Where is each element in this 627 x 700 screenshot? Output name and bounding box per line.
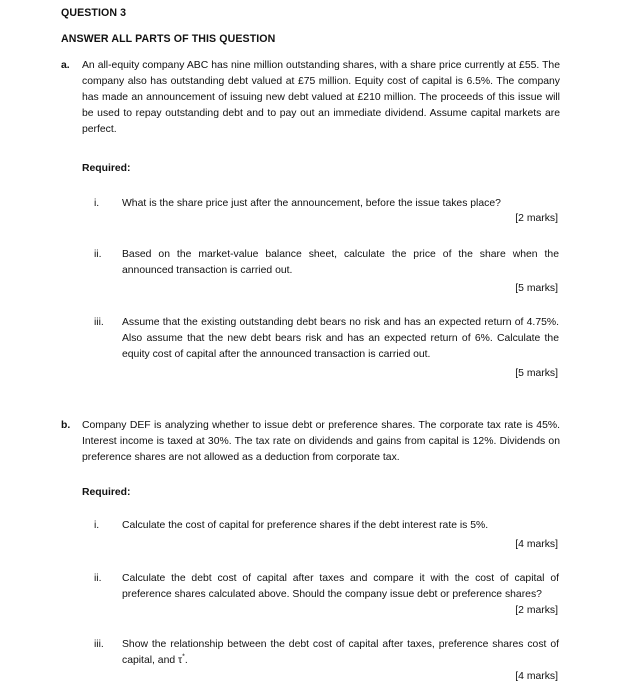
part-a-item-3-marks: [5 marks] xyxy=(515,368,558,379)
part-b-item-3-number: iii. xyxy=(94,639,104,650)
question-title: QUESTION 3 xyxy=(61,7,127,19)
part-b-label: b. xyxy=(61,420,71,431)
part-a-item-3-number: iii. xyxy=(94,317,104,328)
part-b-item-1-marks: [4 marks] xyxy=(515,539,558,550)
part-b-item-2-marks: [2 marks] xyxy=(515,605,558,616)
part-a-item-2-text: Based on the market-value balance sheet, calculate the price of the share when the announced transaction is carried out. xyxy=(122,249,559,276)
part-b-text: Company DEF is analyzing whether to issue debt or preference shares. The corporate tax rate is 45%. Interest income is taxed at 30%. The tax rate on dividends and gains from capital is 12%. Dividends on preference shares are not allowed as a deduction from corporate tax. xyxy=(82,420,560,463)
part-b-item-3-text-end: . xyxy=(184,655,188,666)
part-a-item-1-number: i. xyxy=(94,198,100,209)
part-a-label: a. xyxy=(61,60,70,71)
part-b-item-3-marks: [4 marks] xyxy=(515,671,558,682)
part-b-item-1-text: Calculate the cost of capital for preference shares if the debt interest rate is 5%. xyxy=(122,520,489,531)
part-b-required-label: Required: xyxy=(82,487,131,498)
part-a-required-label: Required: xyxy=(82,163,131,174)
part-b-item-2-text: Calculate the debt cost of capital after taxes and compare it with the cost of capital of preference shares calculated above. Should the company issue debt or preference shares? xyxy=(122,573,559,600)
part-b-item-3-text xyxy=(122,637,559,669)
part-a-item-3-text: Assume that the existing outstanding debt bears no risk and has an expected return of 4.75%. Also assume that the new debt bears risk and has an expected return of 6%. Calculate the equity cost of capital after the announced transaction is carried out. xyxy=(122,317,559,360)
part-b-item-3-superscript: * xyxy=(182,653,185,661)
part-a-item-1-marks: [2 marks] xyxy=(515,213,558,224)
part-b-item-3-main-text: Show the relationship between the debt cost of capital after taxes, preference shares cost of capital, and τ xyxy=(122,639,559,666)
part-a-item-1-text: What is the share price just after the announcement, before the issue takes place? xyxy=(122,198,501,209)
part-a-item-2-marks: [5 marks] xyxy=(515,283,558,294)
part-b-item-2-number: ii. xyxy=(94,573,102,584)
part-a-item-2-number: ii. xyxy=(94,249,102,260)
part-a-text: An all-equity company ABC has nine million outstanding shares, with a share price currently at £55. The company also has outstanding debt valued at £75 million. Equity cost of capital is 6.5%. The company has made an announcement of issuing new debt valued at £210 million. The proceeds of this issue will be used to repay outstanding debt and to pay out an immediate dividend. Assume capital markets are perfect. xyxy=(82,60,560,135)
instruction-heading: ANSWER ALL PARTS OF THIS QUESTION xyxy=(61,33,276,45)
part-b-item-1-number: i. xyxy=(94,520,100,531)
